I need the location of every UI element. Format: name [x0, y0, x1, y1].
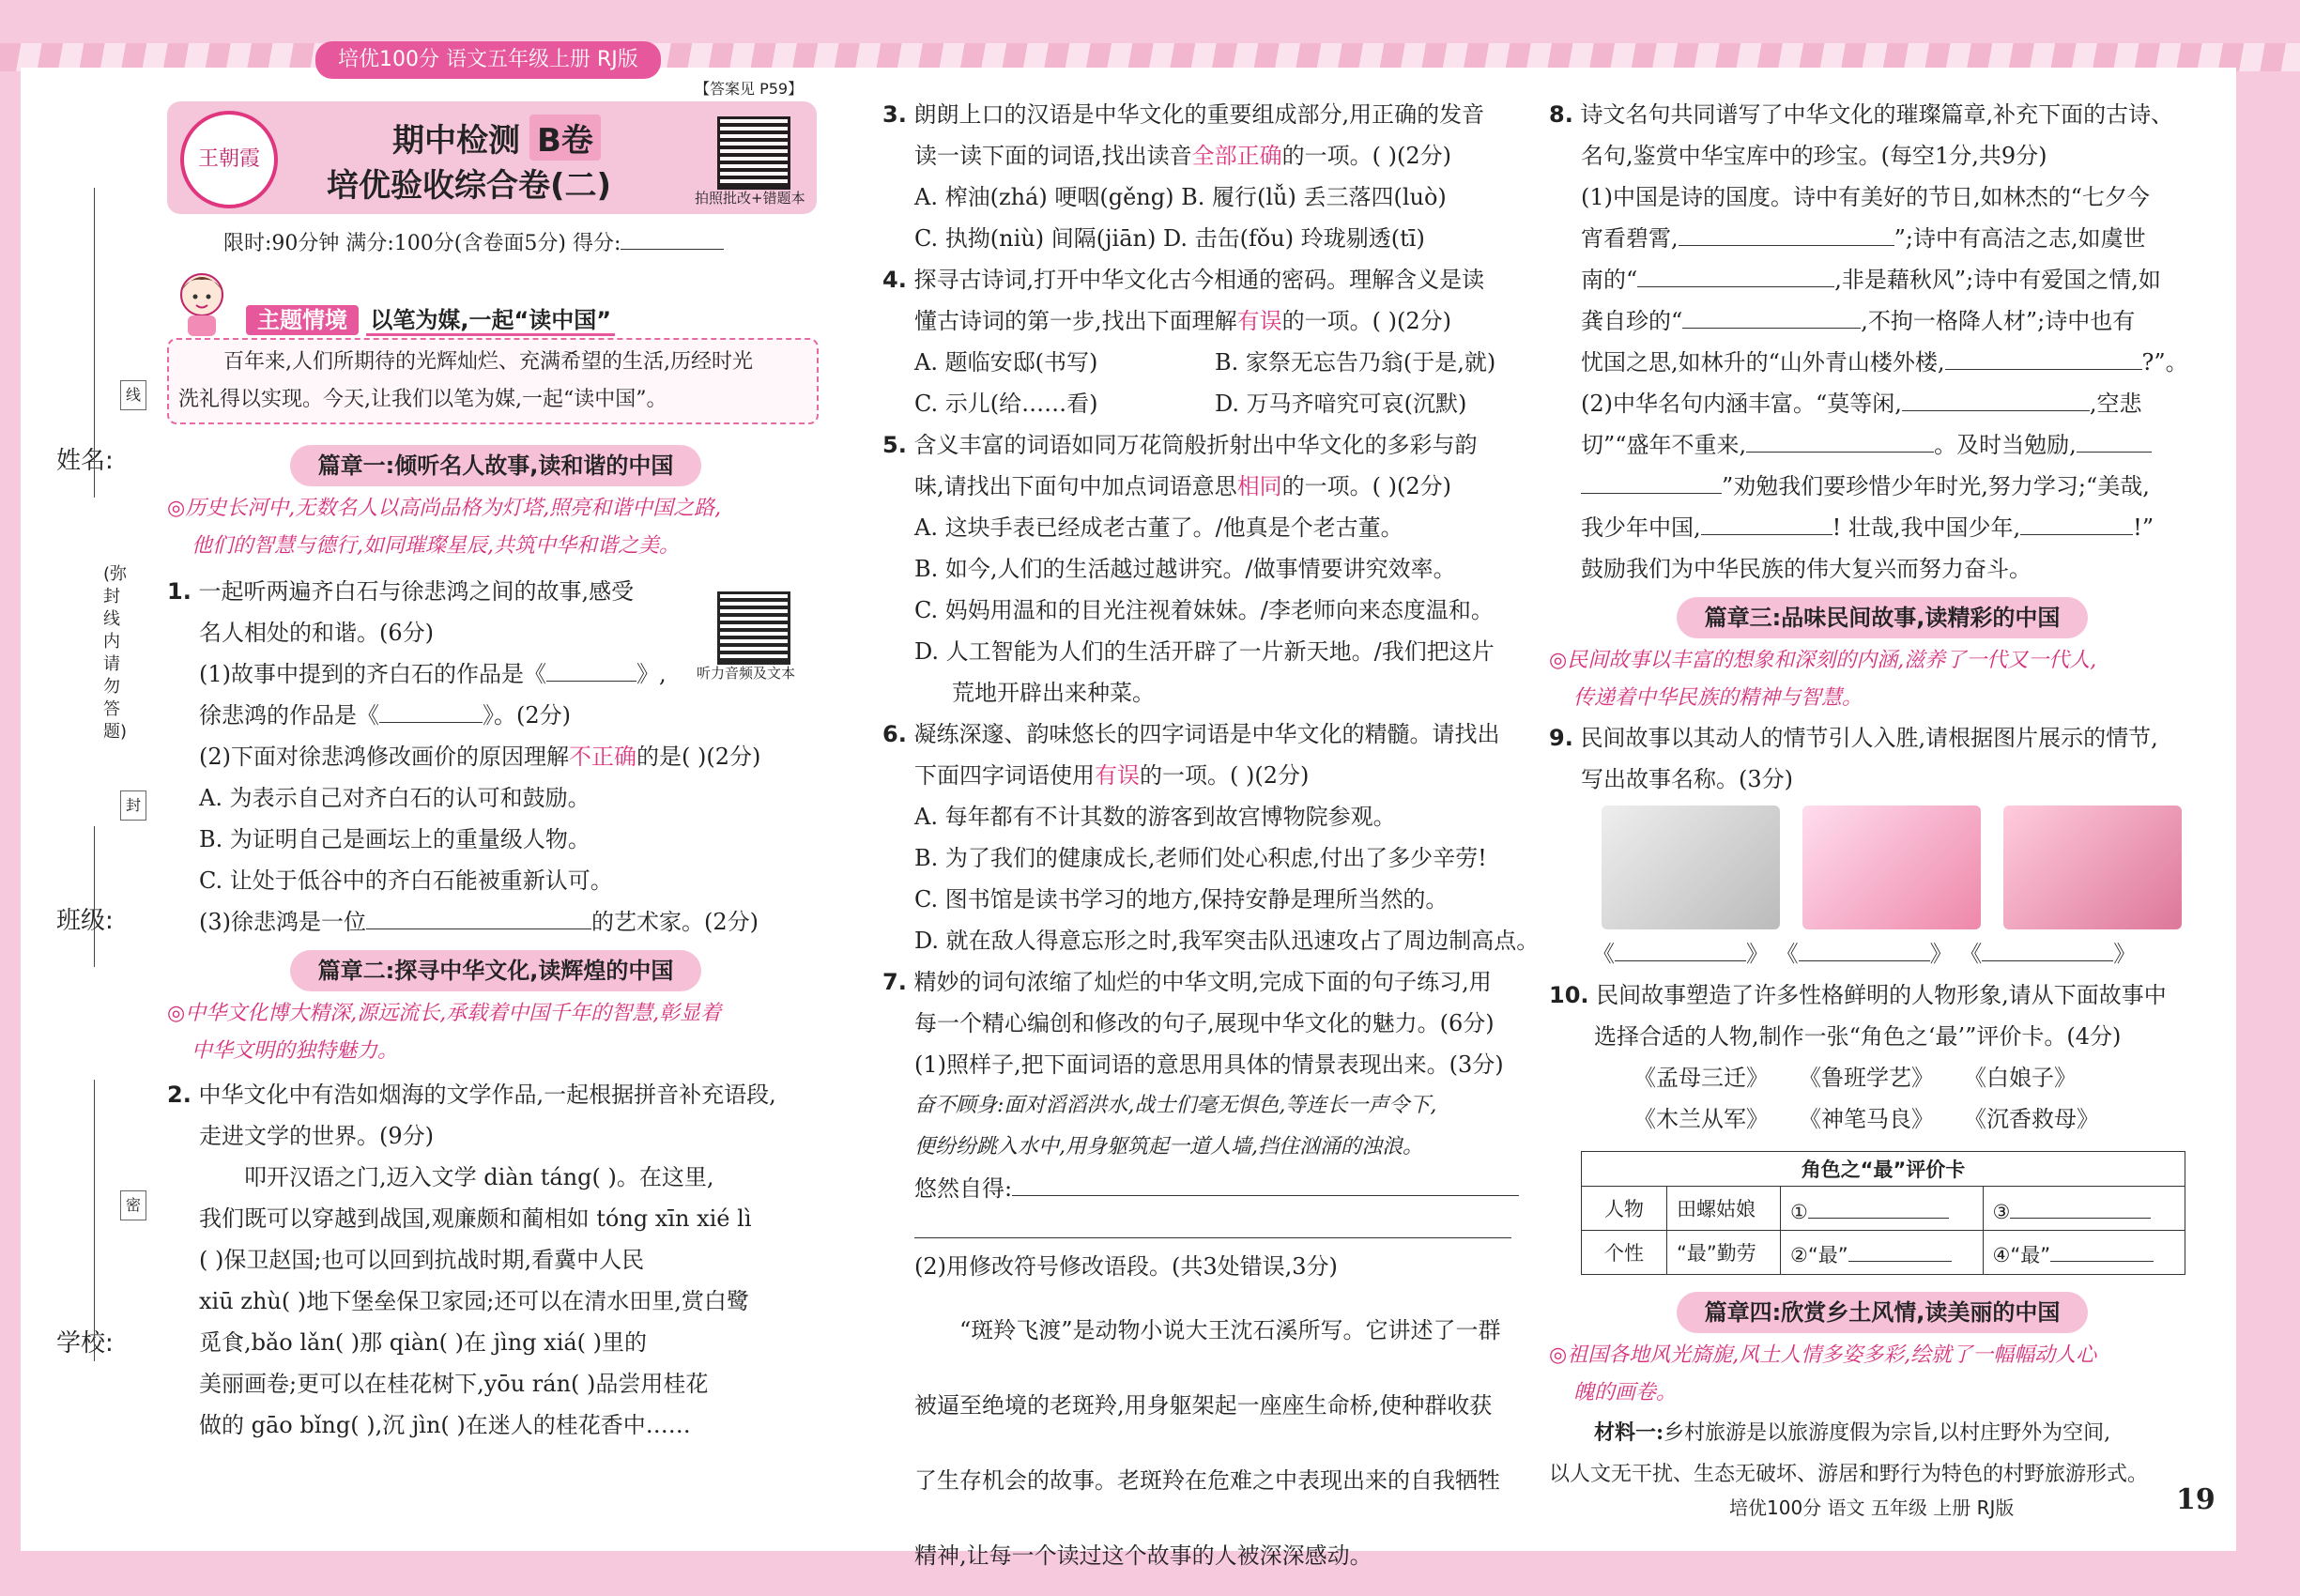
chapter1-lead: ◎历史长河中,无数名人以高尚品格为灯塔,照亮和谐中国之路, 他们的智慧与德行,如同璀璨星辰,共筑中华和谐之美。 — [167, 497, 722, 558]
q4-stem-2: 懂古诗词的第一步,找出下面理解有误的一项。( )(2分) — [914, 308, 1451, 334]
theme-heading: 主题情境 以笔为媒,一起“读中国” — [246, 302, 615, 338]
q7-stem-2: 每一个精心编创和修改的句子,展现中华文化的魅力。(6分) — [914, 1010, 1495, 1036]
q7-revise-line: 被逼至绝境的老斑羚,用身躯架起一座座生命桥,使种群收获 — [914, 1392, 1493, 1419]
chapter2-title: 篇章二:探寻中华文化,读辉煌的中国 — [290, 950, 702, 991]
q5-option-d: D. 人工智能为人们的生活开辟了一片新天地。/我们把这片 — [914, 638, 1495, 665]
q6-option-c: C. 图书馆是读书学习的地方,保持安静是理所当然的。 — [914, 886, 1449, 913]
page-footer: 培优100分 语文 五年级 上册 RJ版 — [1729, 1496, 2015, 1519]
side-class-label: 班级: — [56, 907, 114, 935]
q10-stem-2: 选择合适的人物,制作一张“角色之‘最’”评价卡。(4分) — [1594, 1023, 2122, 1050]
story-picture-3 — [2003, 806, 2182, 929]
qr-label-audio: 听力音频及文本 — [697, 665, 796, 682]
q2-stem: 2. 中华文化中有浩如烟海的文学作品,一起根据拼音补充语段, — [167, 1082, 776, 1108]
q5-option-a: A. 这块手表已经成老古董了。/他真是个老古董。 — [914, 514, 1403, 541]
q10-stories-row1: 《孟母三迁》 《鲁班学艺》 《白娘子》 — [1633, 1065, 2077, 1091]
q9-stem-2: 写出故事名称。(3分) — [1581, 766, 1793, 792]
q8-line: ”劝勉我们要珍惜少年时光,努力学习;“美哉, — [1549, 466, 2216, 507]
side-school-label: 学校: — [56, 1329, 114, 1358]
q9-stem: 9. 民间故事以其动人的情节引人入胜,请根据图片展示的情节, — [1549, 725, 2158, 751]
q7-example: 奋不顾身:面对滔滔洪水,战士们毫无惧色,等连长一声令下, — [914, 1094, 1437, 1117]
q2-line: 觅食,bǎo lǎn( )那 qiàn( )在 jìng xiá( )里的 — [199, 1329, 648, 1356]
q5-option-b: B. 如今,人们的生活越过越讲究。/做事情要讲究效率。 — [914, 556, 1456, 582]
brand-logo: 王朝霞 — [180, 111, 278, 208]
exam-subtitle: 培优验收综合卷(二) — [327, 167, 612, 205]
q2-line: 叩开汉语之门,迈入文学 diàn táng( )。在这里, — [244, 1164, 714, 1190]
q4-options-ab: A. 题临安邸(书写) B. 家祭无忘告乃翁(于是,就) — [914, 349, 1496, 376]
q7-revise-line: 精神,让每一个读过这个故事的人被深深感动。 — [914, 1542, 1372, 1569]
story-picture-2 — [1802, 806, 1981, 929]
q10-stem: 10. 民间故事塑造了许多性格鲜明的人物形象,请从下面故事中 — [1549, 982, 2167, 1008]
q1-option-c: C. 让处于低谷中的齐白石能被重新认可。 — [199, 867, 613, 894]
side-line-bottom — [94, 1080, 95, 1361]
side-box-secret: 密 — [120, 1190, 146, 1220]
q8-line: 龚自珍的“ ,不拘一格降人材”;诗中也有 — [1549, 300, 2216, 342]
side-line-top — [94, 188, 95, 498]
q4-options-cd: C. 示儿(给……看) D. 万马齐喑究可哀(沉默) — [914, 391, 1467, 417]
girl-illustration-icon — [169, 263, 235, 338]
card-cell: 人物 — [1582, 1187, 1667, 1231]
q7-revise-line: 了生存机会的故事。老斑羚在危难之中表现出来的自我牺牲 — [914, 1467, 1500, 1494]
q8-line: (2)中华名句内涵丰富。“莫等闲, ,空悲 — [1549, 383, 2216, 424]
q7-prompt: 悠然自得: — [882, 1168, 1511, 1209]
q8-stem-2: 名句,鉴赏中华宝库中的珍宝。(每空1分,共9分) — [1581, 143, 2047, 169]
chapter4-lead: ◎祖国各地风光旖旎,风土人情多姿多彩,绘就了一幅幅动人心 魄的画卷。 — [1549, 1343, 2097, 1404]
evaluation-card — [1581, 1151, 2185, 1275]
q6-option-b: B. 为了我们的健康成长,老师们处心积虑,付出了多少辛劳! — [914, 845, 1487, 871]
q8-line: 忧国之思,如林升的“山外青山楼外楼, ?”。 — [1549, 342, 2216, 383]
page-number: 19 — [2176, 1483, 2216, 1516]
q5-stem: 5. 含义丰富的词语如同万花筒般折射出中华文化的多彩与韵 — [882, 432, 1478, 458]
q6-option-d: D. 就在敌人得意忘形之时,我军突击队迅速攻占了周边制高点。 — [914, 928, 1540, 954]
column-left — [167, 441, 824, 1446]
answer-ref: 【答案见 P59】 — [695, 80, 804, 98]
material1: 材料一:乡村旅游是以旅游度假为宗旨,以村庄野外为空间, — [1594, 1420, 2111, 1445]
q3-options-cd: C. 执拗(niù) 间隔(jiān) D. 击缶(fǒu) 玲珑剔透(tī) — [914, 225, 1425, 252]
card-cell: 田螺姑娘 — [1667, 1187, 1781, 1231]
theme-box: 百年来,人们所期待的光辉灿烂、充满希望的生活,历经时光 洗礼得以实现。今天,让我们以笔为媒,一起“读中国”。 — [167, 338, 819, 424]
q3-stem: 3. 朗朗上口的汉语是中华文化的重要组成部分,用正确的发音 — [882, 101, 1485, 128]
q6-stem: 6. 凝练深邃、韵味悠长的四字词语是中华文化的精髓。请找出 — [882, 721, 1500, 747]
q7-example-2: 便纷纷跳入水中,用身躯筑起一道人墙,挡住汹涌的浊浪。 — [914, 1135, 1423, 1159]
card-cell-blank[interactable]: ③ — [1983, 1187, 2185, 1231]
q8-line: 鼓励我们为中华民族的伟大复兴而努力奋斗。 — [1581, 556, 2032, 582]
q1-part1b: 徐悲鸿的作品是《 》。(2分) — [167, 695, 824, 736]
card-cell-blank[interactable]: ④“最” — [1983, 1231, 2185, 1275]
q2-line: 美丽画卷;更可以在桂花树下,yōu rán( )品尝用桂花 — [199, 1371, 709, 1397]
q8-stem: 8. 诗文名句共同谱写了中华文化的璀璨篇章,补充下面的古诗、 — [1549, 101, 2174, 128]
q8-line: 我少年中国, ! 壮哉,我中国少年, !” — [1549, 507, 2216, 548]
q3-stem-2: 读一读下面的词语,找出读音全部正确的一项。( )(2分) — [914, 143, 1451, 169]
material1-2: 以人文无干扰、生态无破坏、游居和野行为特色的村野旅游形式。 — [1549, 1463, 2149, 1486]
q8-line: 切”“盛年不重来, 。及时当勉励, — [1549, 424, 2216, 466]
q2-stem-2: 走进文学的世界。(9分) — [199, 1123, 434, 1149]
q1-stem-2: 名人相处的和谐。(6分) — [199, 620, 434, 646]
q6-option-a: A. 每年都有不计其数的游客到故宫博物院参观。 — [914, 804, 1396, 830]
q8-line: (1)中国是诗的国度。诗中有美好的节日,如林杰的“七夕今 — [1581, 184, 2150, 210]
q1-part1: (1)故事中提到的齐白石的作品是《 》, — [167, 653, 824, 695]
q10-stories-row2: 《木兰从军》 《神笔马良》 《沉香救母》 — [1633, 1106, 2099, 1132]
side-name-label: 姓名: — [56, 447, 114, 475]
qr-audio-icon[interactable] — [717, 591, 790, 665]
q1-part2: (2)下面对徐悲鸿修改画价的原因理解不正确的是( )(2分) — [199, 744, 761, 770]
side-box-seal: 封 — [120, 790, 146, 821]
chapter3-lead: ◎民间故事以丰富的想象和深刻的内涵,滋养了一代又一代人, 传递着中华民族的精神与智慧。 — [1549, 649, 2097, 710]
qr-code-icon[interactable] — [717, 116, 790, 190]
side-note: (弥封线内请勿答题) — [103, 564, 128, 742]
q5-option-c: C. 妈妈用温和的目光注视着妹妹。/李老师向来态度温和。 — [914, 597, 1494, 623]
volume-badge: B卷 — [529, 115, 601, 161]
q7-answer-line — [914, 1237, 1511, 1238]
q2-line: xiū zhù( )地下堡垒保卫家园;还可以在清水田里,赏白鹭 — [199, 1288, 749, 1314]
q1-option-b: B. 为证明自己是画坛上的重量级人物。 — [199, 826, 590, 852]
q4-stem: 4. 探寻古诗词,打开中华文化古今相通的密码。理解含义是读 — [882, 267, 1485, 293]
chapter2-lead: ◎中华文化博大精深,源远流长,承载着中国千年的智慧,彰显着 中华文明的独特魅力。 — [167, 1002, 722, 1063]
side-box-line: 线 — [120, 380, 146, 410]
chapter1-title: 篇章一:倾听名人故事,读和谐的中国 — [290, 445, 702, 486]
q7-stem: 7. 精妙的词句浓缩了灿烂的中华文明,完成下面的句子练习,用 — [882, 969, 1492, 995]
column-middle — [882, 94, 1540, 1593]
story-picture-1 — [1602, 806, 1780, 929]
q5-option-d-2: 荒地开辟出来种菜。 — [952, 680, 1155, 706]
exam-title: 期中检测 B卷 — [392, 115, 601, 161]
column-right — [1549, 94, 2216, 1496]
exam-meta: 限时:90分钟 满分:100分(含卷面5分) 得分: — [223, 223, 724, 265]
q1-stem: 1. 一起听两遍齐白石与徐悲鸿之间的故事,感受 — [167, 578, 635, 605]
q7-part2: (2)用修改符号修改语段。(共3处错误,3分) — [914, 1253, 1338, 1280]
qr-label-grading: 拍照批改+错题本 — [695, 190, 805, 207]
q6-stem-2: 下面四字词语使用有误的一项。( )(2分) — [914, 762, 1310, 789]
q7-part1: (1)照样子,把下面词语的意思用具体的情景表现出来。(3分) — [914, 1051, 1504, 1078]
card-cell: 个性 — [1582, 1231, 1667, 1275]
q2-line: ( )保卫赵国;也可以回到抗战时期,看冀中人民 — [199, 1247, 645, 1273]
card-cell: “最”勤劳 — [1667, 1231, 1781, 1275]
chapter3-title: 篇章三:品味民间故事,读精彩的中国 — [1677, 597, 2089, 638]
q8-line: 宵看碧霄, ”;诗中有高洁之志,如虞世 — [1549, 218, 2216, 259]
header-tab: 培优100分 语文五年级上册 RJ版 — [315, 41, 661, 79]
q7-revise-line: “斑羚飞渡”是动物小说大王沈石溪所写。它讲述了一群 — [959, 1317, 1501, 1343]
q9-pictures — [1549, 806, 2216, 933]
card-cell-blank[interactable]: ②“最” — [1781, 1231, 1984, 1275]
q3-options-ab: A. 榨油(zhá) 哽咽(gěng) B. 履行(lǚ) 丢三落四(luò) — [914, 184, 1447, 210]
q2-line: 我们既可以穿越到战国,观廉颇和蔺相如 tóng xīn xié lì — [199, 1205, 752, 1232]
chapter4-title: 篇章四:欣赏乡土风情,读美丽的中国 — [1677, 1292, 2089, 1333]
q8-line: 南的“ ,非是藉秋风”;诗中有爱国之情,如 — [1549, 259, 2216, 300]
q9-answer-blanks: 《 》 《 》 《 》 — [1549, 933, 2216, 974]
q2-line: 做的 gāo bǐng( ),沉 jìn( )在迷人的桂花香中…… — [199, 1412, 691, 1438]
card-cell-blank[interactable]: ① — [1781, 1187, 1984, 1231]
card-title: 角色之“最”评价卡 — [1582, 1152, 2185, 1187]
side-line-mid — [94, 826, 95, 967]
q5-stem-2: 味,请找出下面句中加点词语意思相同的一项。( )(2分) — [914, 473, 1451, 499]
q1-option-a: A. 为表示自己对齐白石的认可和鼓励。 — [199, 785, 590, 811]
q1-part3: (3)徐悲鸿是一位 的艺术家。(2分) — [167, 901, 824, 943]
